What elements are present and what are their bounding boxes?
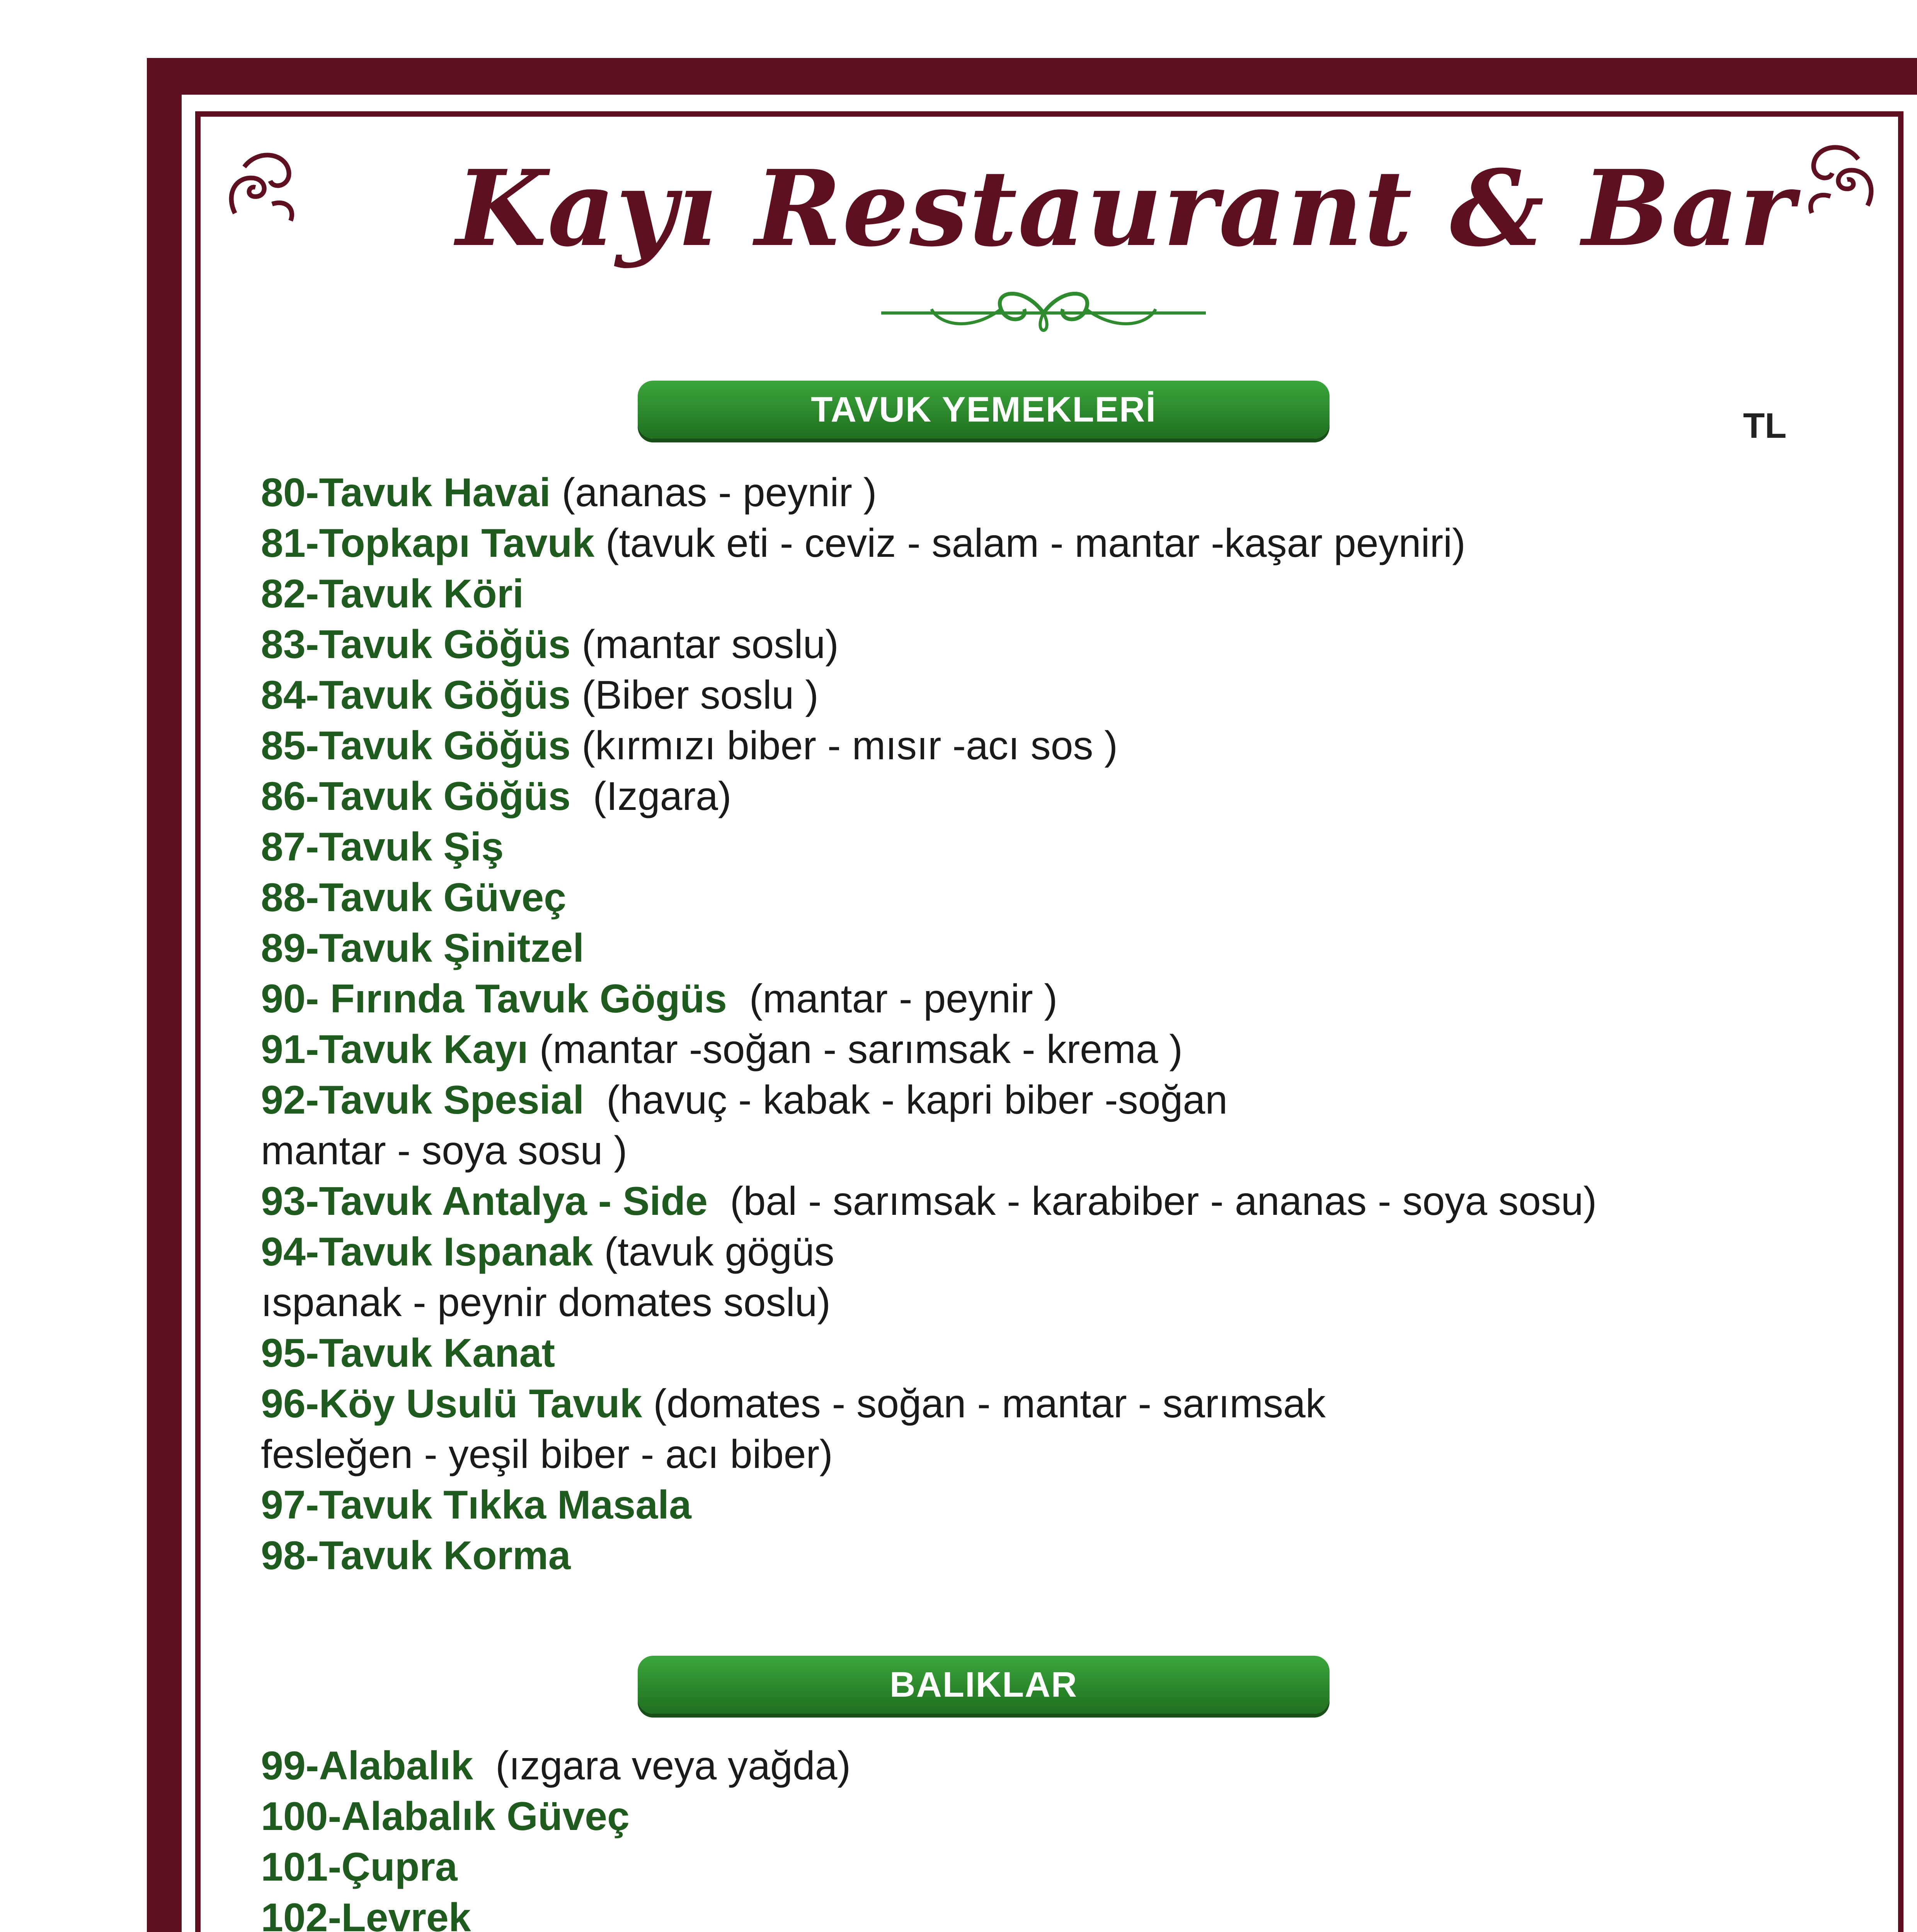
section-header-baliklar: BALIKLAR (638, 1656, 1330, 1714)
corner-ornament-top-right-icon (1793, 131, 1886, 224)
menu-item-name: 102-Levrek (261, 1895, 471, 1932)
menu-item-name: 87-Tavuk Şiş (261, 825, 504, 869)
menu-item-name: 81-Topkapı Tavuk (261, 521, 595, 566)
menu-item-name: 97-Tavuk Tıkka Masala (261, 1483, 691, 1527)
menu-item-description: (havuç - kabak - kapri biber -soğan (584, 1078, 1228, 1122)
menu-item-name: 85-Tavuk Göğüs (261, 723, 571, 768)
tavuk-menu-list (261, 468, 1691, 1581)
menu-item (261, 721, 1691, 771)
menu-item (261, 974, 1691, 1024)
menu-item-name: 88-Tavuk Güveç (261, 875, 567, 920)
menu-item-name: 90- Fırında Tavuk Gögüs (261, 976, 727, 1021)
menu-item-description: (Izgara) (570, 774, 732, 819)
menu-item-description: (ızgara veya yağda) (473, 1743, 851, 1788)
corner-ornament-top-left-icon (216, 139, 309, 232)
menu-item (261, 468, 1691, 518)
fish-plate-illustration (928, 1924, 1616, 1932)
menu-item (261, 1791, 1691, 1842)
menu-item (261, 1227, 1691, 1328)
menu-item-name: 95-Tavuk Kanat (261, 1331, 555, 1376)
menu-item-description: (mantar soslu) (570, 622, 839, 667)
restaurant-title: Kayı Restaurant & Bar (456, 147, 1795, 270)
menu-item-description: (domates - soğan - mantar - sarımsak (642, 1381, 1326, 1426)
menu-item-description: (ananas - peynir ) (550, 470, 877, 515)
menu-item-name: 84-Tavuk Göğüs (261, 673, 571, 718)
menu-item-description: (tavuk gögüs (593, 1230, 834, 1274)
menu-item (261, 923, 1691, 974)
menu-item (261, 569, 1691, 619)
menu-item (261, 1842, 1691, 1893)
menu-item-description-continued: fesleğen - yeşil biber - acı biber) (261, 1432, 833, 1477)
menu-item-name: 80-Tavuk Havai (261, 470, 551, 515)
menu-item (261, 1328, 1691, 1379)
menu-item-name: 82-Tavuk Köri (261, 571, 524, 616)
menu-item-description-continued: mantar - soya sosu ) (261, 1128, 627, 1173)
menu-item (261, 1075, 1691, 1176)
menu-item-name: 89-Tavuk Şinitzel (261, 926, 584, 971)
menu-item-name: 83-Tavuk Göğüs (261, 622, 571, 667)
menu-item-name: 101-Çupra (261, 1845, 458, 1889)
menu-item-name: 93-Tavuk Antalya - Side (261, 1179, 708, 1224)
menu-item-name: 96-Köy Usulü Tavuk (261, 1381, 642, 1426)
menu-item (261, 822, 1691, 872)
section-header-tavuk: TAVUK YEMEKLERİ (638, 381, 1330, 439)
menu-item-name: 99-Alabalık (261, 1743, 473, 1788)
menu-item (261, 518, 1691, 569)
currency-label: TL (1743, 406, 1787, 446)
menu-item-name: 98-Tavuk Korma (261, 1533, 571, 1578)
menu-item (261, 619, 1691, 670)
menu-item (261, 872, 1691, 923)
balik-menu-list (261, 1741, 1691, 1932)
menu-item-description: (kırmızı biber - mısır -acı sos ) (570, 723, 1118, 768)
menu-item (261, 1741, 1691, 1791)
menu-item-description: (tavuk eti - ceviz - salam - mantar -kaşar peyniri) (594, 521, 1466, 566)
menu-item-description: (mantar -soğan - sarımsak - krema ) (528, 1027, 1183, 1072)
menu-item (261, 1531, 1691, 1581)
menu-item-description: (Biber soslu ) (570, 673, 819, 718)
menu-item-name: 92-Tavuk Spesial (261, 1078, 584, 1122)
menu-item-name: 100-Alabalık Güveç (261, 1794, 630, 1839)
menu-item-name: 91-Tavuk Kayı (261, 1027, 528, 1072)
title-flourish-icon (877, 278, 1210, 348)
menu-item-name: 94-Tavuk Ispanak (261, 1230, 593, 1274)
menu-item-description-continued: ıspanak - peynir domates soslu) (261, 1280, 831, 1325)
menu-item-description: (bal - sarımsak - karabiber - ananas - soya sosu) (707, 1179, 1597, 1224)
menu-item (261, 771, 1691, 822)
menu-item (261, 1480, 1691, 1531)
menu-item (261, 1176, 1691, 1227)
menu-item-name: 86-Tavuk Göğüs (261, 774, 571, 819)
menu-item (261, 670, 1691, 721)
menu-item-description: (mantar - peynir ) (727, 976, 1058, 1021)
menu-item (261, 1379, 1691, 1480)
menu-item (261, 1024, 1691, 1075)
